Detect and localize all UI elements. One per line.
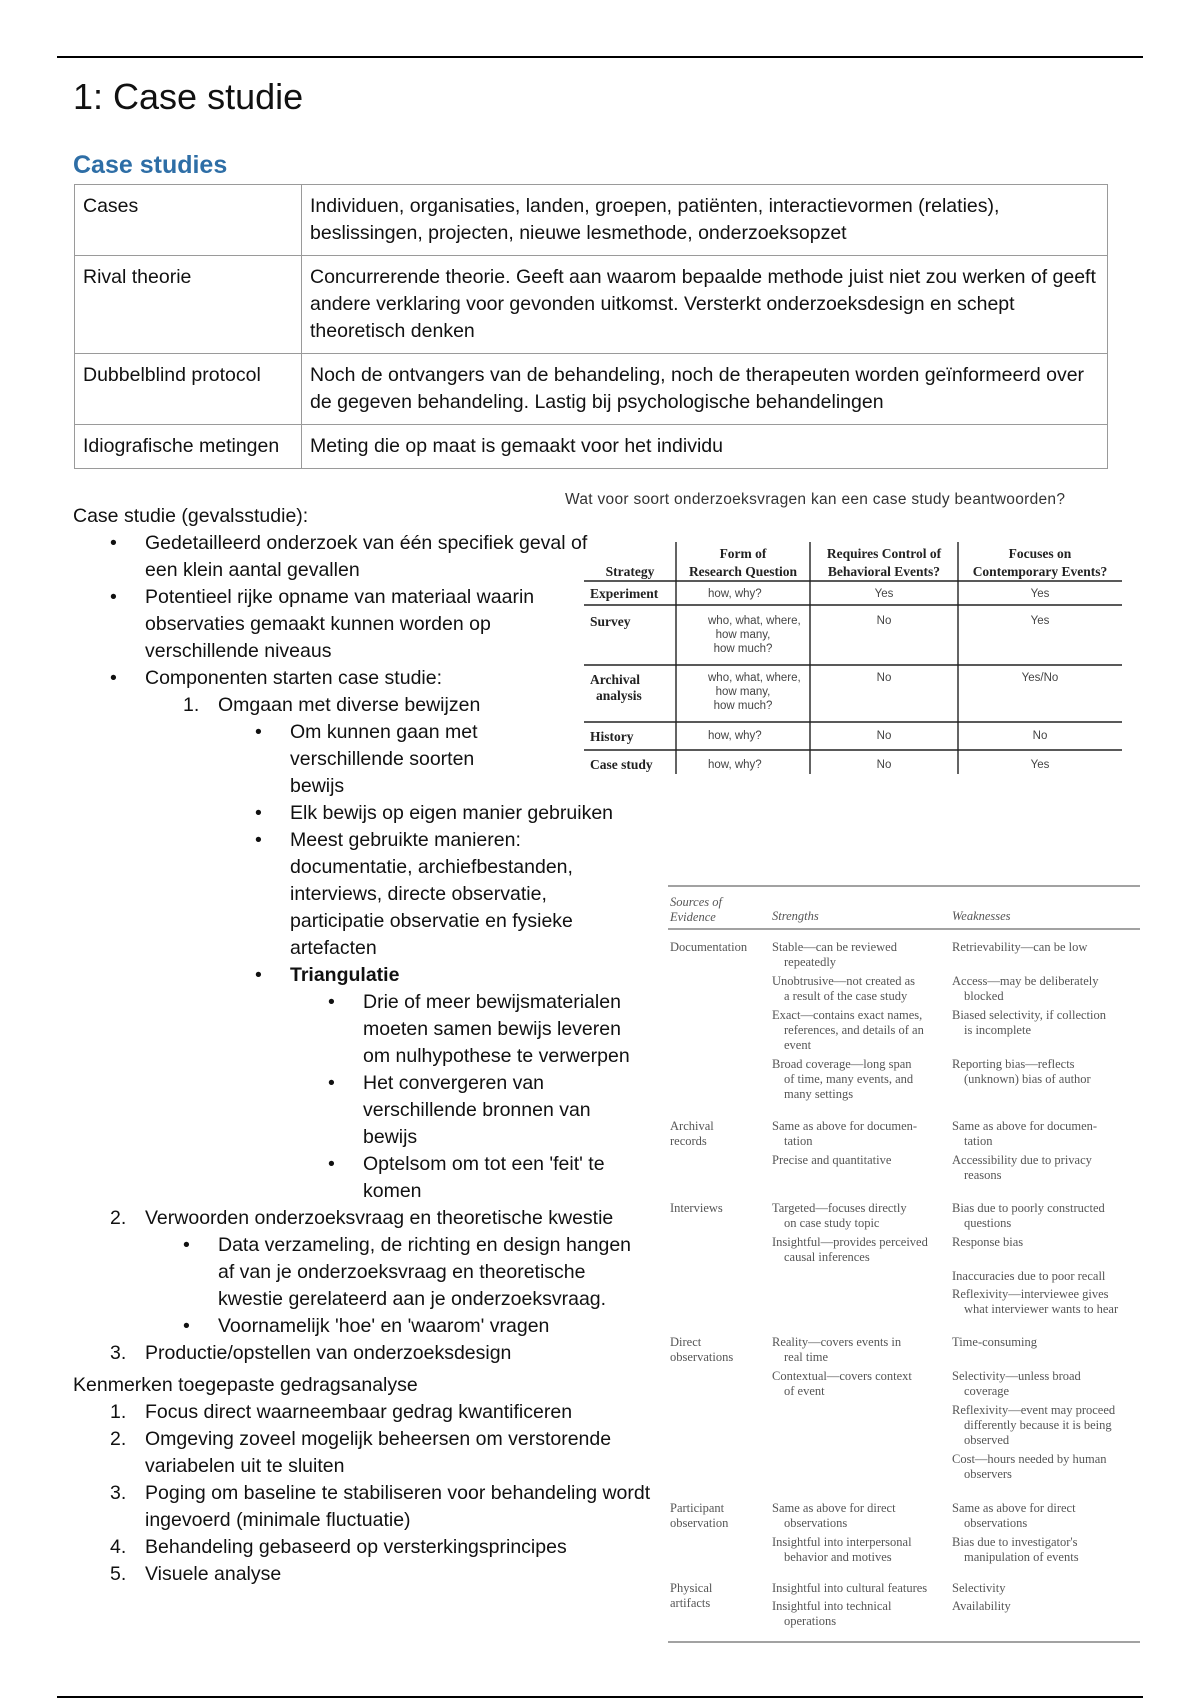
list-number: 1. bbox=[110, 1401, 127, 1423]
header-contemporary-2: Contemporary Events? bbox=[972, 564, 1108, 579]
list-number: 2. bbox=[110, 1428, 127, 1450]
weakness-text: Same as above for documen- bbox=[952, 1119, 1098, 1133]
header-form-1: Form of bbox=[719, 546, 767, 561]
definition-row bbox=[75, 256, 1108, 354]
row-strategy: Survey bbox=[590, 614, 631, 629]
source-label: Physical bbox=[670, 1581, 713, 1595]
strength-text: Targeted—focuses directly bbox=[772, 1201, 907, 1215]
list-item bbox=[290, 962, 630, 989]
definition-term: Dubbelblind protocol bbox=[75, 354, 302, 425]
list-number: 4. bbox=[110, 1536, 127, 1558]
weakness-text: manipulation of events bbox=[964, 1550, 1079, 1564]
weakness-text: observations bbox=[964, 1516, 1028, 1530]
weakness-text: Selectivity bbox=[952, 1581, 1006, 1595]
list-number: 3. bbox=[110, 1342, 127, 1364]
row-form: how much? bbox=[713, 643, 773, 655]
list-item bbox=[290, 719, 490, 800]
row-contemporary: Yes bbox=[1030, 588, 1050, 600]
row-form: how, why? bbox=[708, 759, 762, 771]
section-heading: Case studies bbox=[73, 151, 228, 179]
list-item-text: Behandeling gebaseerd op versterkingsprincipes bbox=[145, 1536, 567, 1558]
weakness-text: Response bias bbox=[952, 1235, 1024, 1249]
weakness-text: Inaccuracies due to poor recall bbox=[952, 1269, 1106, 1283]
strength-text: observations bbox=[784, 1516, 848, 1530]
strength-text: Contextual—covers context bbox=[772, 1369, 912, 1383]
header-form-2: Research Question bbox=[688, 564, 798, 579]
component-3 bbox=[110, 1340, 645, 1367]
weakness-text: Cost—hours needed by human bbox=[952, 1452, 1107, 1466]
list-item-text: Poging om baseline te stabiliseren voor behandeling wordt ingevoerd (minimale fluctuatie) bbox=[145, 1482, 651, 1531]
list-item bbox=[110, 1205, 665, 1232]
list-item-text: Optelsom om tot een 'feit' te komen bbox=[363, 1153, 605, 1202]
strength-text: Broad coverage—long span bbox=[772, 1057, 912, 1071]
strength-text: behavior and motives bbox=[784, 1550, 892, 1564]
strength-text: repeatedly bbox=[784, 955, 837, 969]
weakness-text: blocked bbox=[964, 989, 1004, 1003]
component-1-list bbox=[290, 719, 490, 800]
row-form: who, what, where, bbox=[708, 672, 801, 684]
header-contemporary-1: Focuses on bbox=[1008, 546, 1072, 561]
component-2 bbox=[110, 1205, 665, 1232]
header-weaknesses: Weaknesses bbox=[952, 909, 1011, 923]
list-item bbox=[145, 584, 607, 665]
weakness-text: reasons bbox=[964, 1168, 1002, 1182]
row-strategy: analysis bbox=[596, 688, 642, 703]
weakness-text: Reflexivity—event may proceed bbox=[952, 1403, 1116, 1417]
strength-text: of event bbox=[784, 1384, 825, 1398]
strength-text: real time bbox=[784, 1350, 829, 1364]
source-label: Direct bbox=[670, 1335, 702, 1349]
list-item-text: Omgaan met diverse bewijzen bbox=[218, 694, 481, 716]
weakness-text: questions bbox=[964, 1216, 1012, 1230]
component-1 bbox=[183, 692, 638, 719]
triangulation-list bbox=[290, 962, 630, 989]
strength-text: of time, many events, and bbox=[784, 1072, 914, 1086]
strength-text: Reality—covers events in bbox=[772, 1335, 902, 1349]
list-item-text: Componenten starten case studie: bbox=[145, 667, 443, 689]
list-number: 5. bbox=[110, 1563, 127, 1585]
strength-text: causal inferences bbox=[784, 1250, 870, 1264]
weakness-text: Same as above for direct bbox=[952, 1501, 1076, 1515]
list-item bbox=[218, 1232, 648, 1313]
list-item bbox=[145, 665, 607, 692]
list-number: 2. bbox=[110, 1207, 127, 1229]
row-contemporary: Yes/No bbox=[1021, 672, 1059, 684]
source-label: Participant bbox=[670, 1501, 725, 1515]
row-control: No bbox=[876, 730, 892, 742]
row-form: how, why? bbox=[708, 730, 762, 742]
list-item-text: Drie of meer bewijsmaterialen moeten samen bewijs leveren om nulhypothese te verwerpen bbox=[363, 991, 630, 1067]
list-number: 3. bbox=[110, 1482, 127, 1504]
component-2-list bbox=[218, 1232, 648, 1340]
row-control: No bbox=[876, 759, 892, 771]
source-label: observations bbox=[670, 1350, 734, 1364]
weakness-text: differently because it is being bbox=[964, 1418, 1112, 1432]
strength-text: Unobtrusive—not created as bbox=[772, 974, 916, 988]
header-sources: Evidence bbox=[670, 910, 716, 924]
list-item-text: Visuele analyse bbox=[145, 1563, 282, 1585]
row-form: how many, bbox=[715, 686, 771, 698]
strength-text: tation bbox=[784, 1134, 813, 1148]
strength-text: Insightful into cultural features bbox=[772, 1581, 928, 1595]
strength-text: on case study topic bbox=[784, 1216, 880, 1230]
kenmerken-heading: Kenmerken toegepaste gedragsanalyse bbox=[73, 1374, 418, 1396]
source-label: Interviews bbox=[670, 1201, 723, 1215]
definition-row bbox=[75, 425, 1108, 469]
strength-text: event bbox=[784, 1038, 812, 1052]
figure-1-caption: Wat voor soort onderzoeksvragen kan een case study beantwoorden? bbox=[565, 491, 1066, 508]
definitions-table bbox=[74, 184, 1108, 469]
list-item-text: Gedetailleerd onderzoek van één specifiek geval of een klein aantal gevallen bbox=[145, 532, 588, 581]
strength-text: operations bbox=[784, 1614, 837, 1628]
case-study-list bbox=[145, 530, 607, 692]
row-control: No bbox=[876, 615, 892, 627]
definition-row bbox=[75, 185, 1108, 256]
list-item bbox=[363, 989, 638, 1070]
page-title: 1: Case studie bbox=[73, 76, 304, 117]
strength-text: references, and details of an bbox=[784, 1023, 924, 1037]
strength-text: a result of the case study bbox=[784, 989, 908, 1003]
weakness-text: Bias due to poorly constructed bbox=[952, 1201, 1105, 1215]
weakness-text: Reflexivity—interviewee gives bbox=[952, 1287, 1109, 1301]
source-label: observation bbox=[670, 1516, 729, 1530]
list-item-text: Het convergeren van verschillende bronnen van bewijs bbox=[363, 1072, 591, 1148]
row-strategy: Case study bbox=[590, 757, 653, 772]
list-item-text: • Meest gebruikte manieren: documentatie, archiefbestanden, interviews, directe observatie, participatie observatie en fysieke artefacten bbox=[290, 829, 573, 959]
strength-text: Same as above for documen- bbox=[772, 1119, 918, 1133]
list-item bbox=[183, 692, 638, 719]
header-control-1: Requires Control of bbox=[826, 546, 942, 561]
list-item bbox=[110, 1340, 645, 1367]
definition-text: Noch de ontvangers van de behandeling, noch de therapeuten worden geïnformeerd over de gegeven behandeling. Lastig bij psychologische behandelingen bbox=[302, 354, 1108, 425]
source-label: Documentation bbox=[670, 940, 748, 954]
strength-text: Same as above for direct bbox=[772, 1501, 896, 1515]
strength-text: Insightful into interpersonal bbox=[772, 1535, 912, 1549]
weakness-text: Biased selectivity, if collection bbox=[952, 1008, 1107, 1022]
strength-text: Insightful—provides perceived bbox=[772, 1235, 928, 1249]
row-strategy: Experiment bbox=[590, 586, 659, 601]
list-item bbox=[110, 1480, 665, 1534]
list-item bbox=[363, 1070, 638, 1151]
list-item-text: Elk bewijs op eigen manier gebruiken bbox=[290, 802, 614, 824]
row-form: how much? bbox=[713, 700, 773, 712]
list-item bbox=[110, 1399, 665, 1426]
header-strengths: Strengths bbox=[772, 909, 819, 923]
figure-2-evidence-table bbox=[668, 884, 1140, 1644]
source-label: records bbox=[670, 1134, 707, 1148]
list-item bbox=[145, 530, 607, 584]
row-form: how, why? bbox=[708, 588, 762, 600]
weakness-text: Availability bbox=[952, 1599, 1011, 1613]
weakness-text: is incomplete bbox=[964, 1023, 1031, 1037]
header-control-2: Behavioral Events? bbox=[827, 564, 941, 579]
header-sources: Sources of bbox=[670, 895, 722, 909]
case-study-heading: Case studie (gevalsstudie): bbox=[73, 505, 309, 527]
row-contemporary: Yes bbox=[1030, 615, 1050, 627]
row-contemporary: Yes bbox=[1030, 759, 1050, 771]
source-label: Archival bbox=[670, 1119, 714, 1133]
weakness-text: observers bbox=[964, 1467, 1012, 1481]
kenmerken-list bbox=[110, 1399, 665, 1588]
definition-term: Rival theorie bbox=[75, 256, 302, 354]
triangulation-sublist bbox=[363, 989, 638, 1205]
strength-text: many settings bbox=[784, 1087, 854, 1101]
kenmerken-section bbox=[73, 1372, 665, 1588]
figure-1-strategy-table bbox=[584, 534, 1122, 784]
weakness-text: (unknown) bias of author bbox=[964, 1072, 1091, 1086]
row-form: how many, bbox=[715, 629, 771, 641]
list-item bbox=[110, 1426, 665, 1480]
list-item-text: Om kunnen gaan met verschillende soorten bewijs bbox=[290, 721, 478, 797]
row-form: who, what, where, bbox=[708, 615, 801, 627]
weakness-text: Reporting bias—reflects bbox=[952, 1057, 1075, 1071]
weakness-text: Bias due to investigator's bbox=[952, 1535, 1078, 1549]
strength-text: Stable—can be reviewed bbox=[772, 940, 897, 954]
footer-rule bbox=[57, 1696, 1143, 1698]
definition-text: Concurrerende theorie. Geeft aan waarom bepaalde methode juist niet zou werken of geeft andere verklaring voor gevonden uitkomst. Versterkt onderzoeksdesign en schept theoretisch denken bbox=[302, 256, 1108, 354]
definition-term: Cases bbox=[75, 185, 302, 256]
list-item-text: Triangulatie bbox=[290, 964, 400, 986]
list-item bbox=[110, 1534, 665, 1561]
source-label: artifacts bbox=[670, 1596, 711, 1610]
row-strategy: History bbox=[590, 729, 634, 744]
strength-text: Insightful into technical bbox=[772, 1599, 892, 1613]
weakness-text: tation bbox=[964, 1134, 993, 1148]
definition-row bbox=[75, 354, 1108, 425]
list-item-text: Voornamelijk 'hoe' en 'waarom' vragen bbox=[218, 1315, 550, 1337]
weakness-text: observed bbox=[964, 1433, 1010, 1447]
list-item-text: Omgeving zoveel mogelijk beheersen om verstorende variabelen uit te sluiten bbox=[145, 1428, 612, 1477]
list-item bbox=[218, 1313, 648, 1340]
weakness-text: coverage bbox=[964, 1384, 1010, 1398]
list-item bbox=[110, 1561, 665, 1588]
row-control: Yes bbox=[874, 588, 894, 600]
weakness-text: Accessibility due to privacy bbox=[952, 1153, 1092, 1167]
header-rule bbox=[57, 56, 1143, 58]
row-strategy: Archival bbox=[590, 672, 640, 687]
strength-text: Exact—contains exact names, bbox=[772, 1008, 923, 1022]
list-item-text: Productie/opstellen van onderzoeksdesign bbox=[145, 1342, 512, 1364]
weakness-text: Time-consuming bbox=[952, 1335, 1037, 1349]
weakness-text: what interviewer wants to hear bbox=[964, 1302, 1119, 1316]
list-item bbox=[290, 800, 1170, 827]
weakness-text: Access—may be deliberately bbox=[952, 974, 1099, 988]
list-item-text: Potentieel rijke opname van materiaal waarin observaties gemaakt kunnen worden op verschillende niveaus bbox=[145, 586, 535, 662]
list-number: 1. bbox=[183, 694, 200, 716]
header-strategy: Strategy bbox=[605, 564, 655, 579]
strength-text: Precise and quantitative bbox=[772, 1153, 892, 1167]
definition-text: Individuen, organisaties, landen, groepen, patiënten, interactievormen (relaties), beslissingen, projecten, nieuwe lesmethode, onderzoeksopzet bbox=[302, 185, 1108, 256]
row-contemporary: No bbox=[1032, 730, 1048, 742]
weakness-text: Retrievability—can be low bbox=[952, 940, 1088, 954]
definition-text: Meting die op maat is gemaakt voor het individu bbox=[302, 425, 1108, 469]
list-item-text: Verwoorden onderzoeksvraag en theoretische kwestie bbox=[145, 1207, 614, 1229]
list-item-text: Data verzameling, de richting en design hangen af van je onderzoeksvraag en theoretische kwestie gerelateerd aan je onderzoeksvraag. bbox=[218, 1234, 632, 1310]
row-control: No bbox=[876, 672, 892, 684]
weakness-text: Selectivity—unless broad bbox=[952, 1369, 1081, 1383]
list-item bbox=[363, 1151, 638, 1205]
definition-term: Idiografische metingen bbox=[75, 425, 302, 469]
list-item-text: Focus direct waarneembaar gedrag kwantificeren bbox=[145, 1401, 573, 1423]
